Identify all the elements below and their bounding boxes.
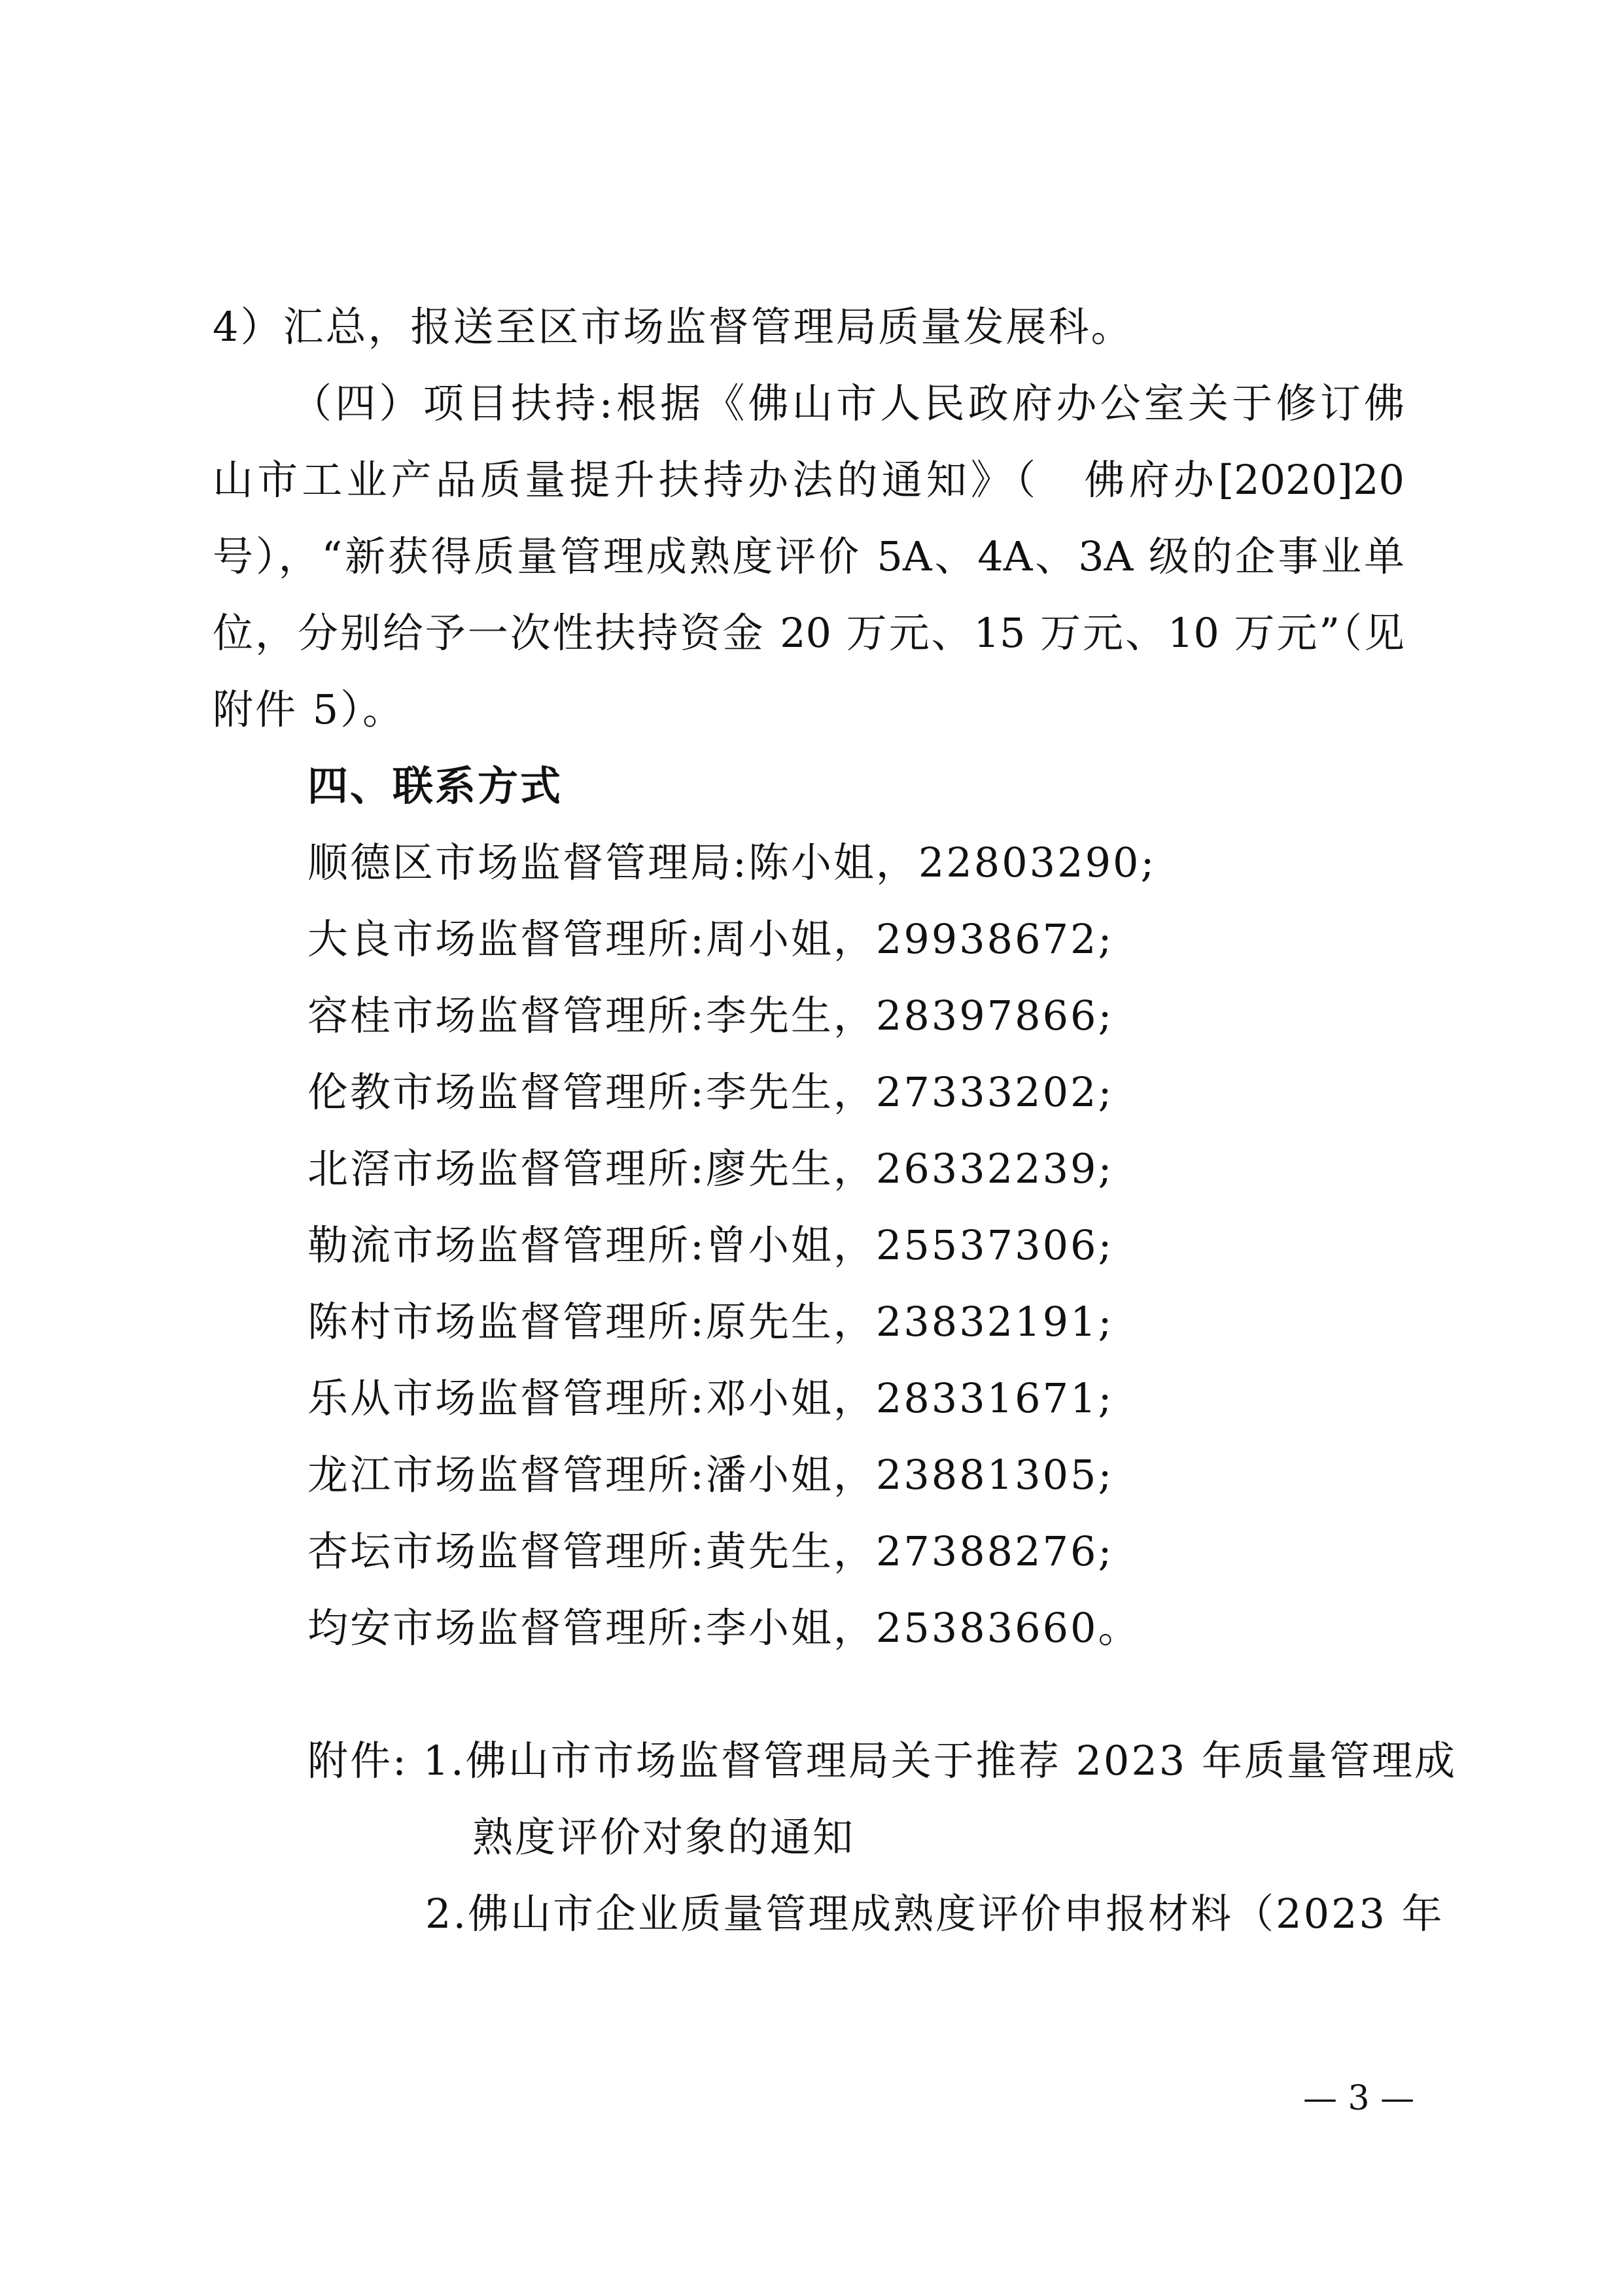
contact-line: 杏坛市场监督管理所:黄先生，27388276;	[307, 1527, 1114, 1575]
paragraph-line: （四）项目扶持:根据《佛山市人民政府办公室关于修订佛	[291, 379, 1405, 427]
contact-line: 陈村市场监督管理所:原先生，23832191;	[307, 1298, 1114, 1346]
contact-line: 乐从市场监督管理所:邓小姐，28331671;	[307, 1374, 1114, 1422]
section-heading: 四、联系方式	[307, 762, 563, 810]
page-number: — 3 —	[1303, 2079, 1415, 2118]
contact-line: 大良市场监督管理所:周小姐，29938672;	[307, 915, 1114, 963]
paragraph-line: 山市工业产品质量提升扶持办法的通知》（ 佛府办[2020]20	[213, 456, 1405, 504]
contact-line: 勒流市场监督管理所:曾小姐，25537306;	[307, 1221, 1114, 1269]
paragraph-line: 4）汇总，报送至区市场监督管理局质量发展科。	[213, 303, 1134, 351]
contact-line: 均安市场监督管理所:李小姐，25383660。	[307, 1604, 1141, 1652]
paragraph-line: 号），“新获得质量管理成熟度评价 5A、4A、3A 级的企事业单	[213, 532, 1405, 580]
contact-line: 伦教市场监督管理所:李先生，27333202;	[307, 1068, 1114, 1116]
contact-line: 北滘市场监督管理所:廖先生，26332239;	[307, 1145, 1114, 1192]
contact-line: 顺德区市场监督管理局:陈小姐，22803290;	[307, 839, 1157, 886]
contact-line: 容桂市场监督管理所:李先生，28397866;	[307, 992, 1114, 1039]
contact-line: 龙江市场监督管理所:潘小姐，23881305;	[307, 1451, 1114, 1499]
paragraph-line: 附件 5）。	[213, 686, 406, 733]
paragraph-line: 位，分别给予一次性扶持资金 20 万元、15 万元、10 万元”（见	[213, 609, 1405, 657]
attachment-item-1-continuation: 熟度评价对象的通知	[472, 1813, 856, 1861]
attachment-item-2: 2.佛山市企业质量管理成熟度评价申报材料（2023 年	[425, 1890, 1444, 1938]
attachments-label-line: 附件: 1.佛山市市场监督管理局关于推荐 2023 年质量管理成	[307, 1737, 1457, 1784]
